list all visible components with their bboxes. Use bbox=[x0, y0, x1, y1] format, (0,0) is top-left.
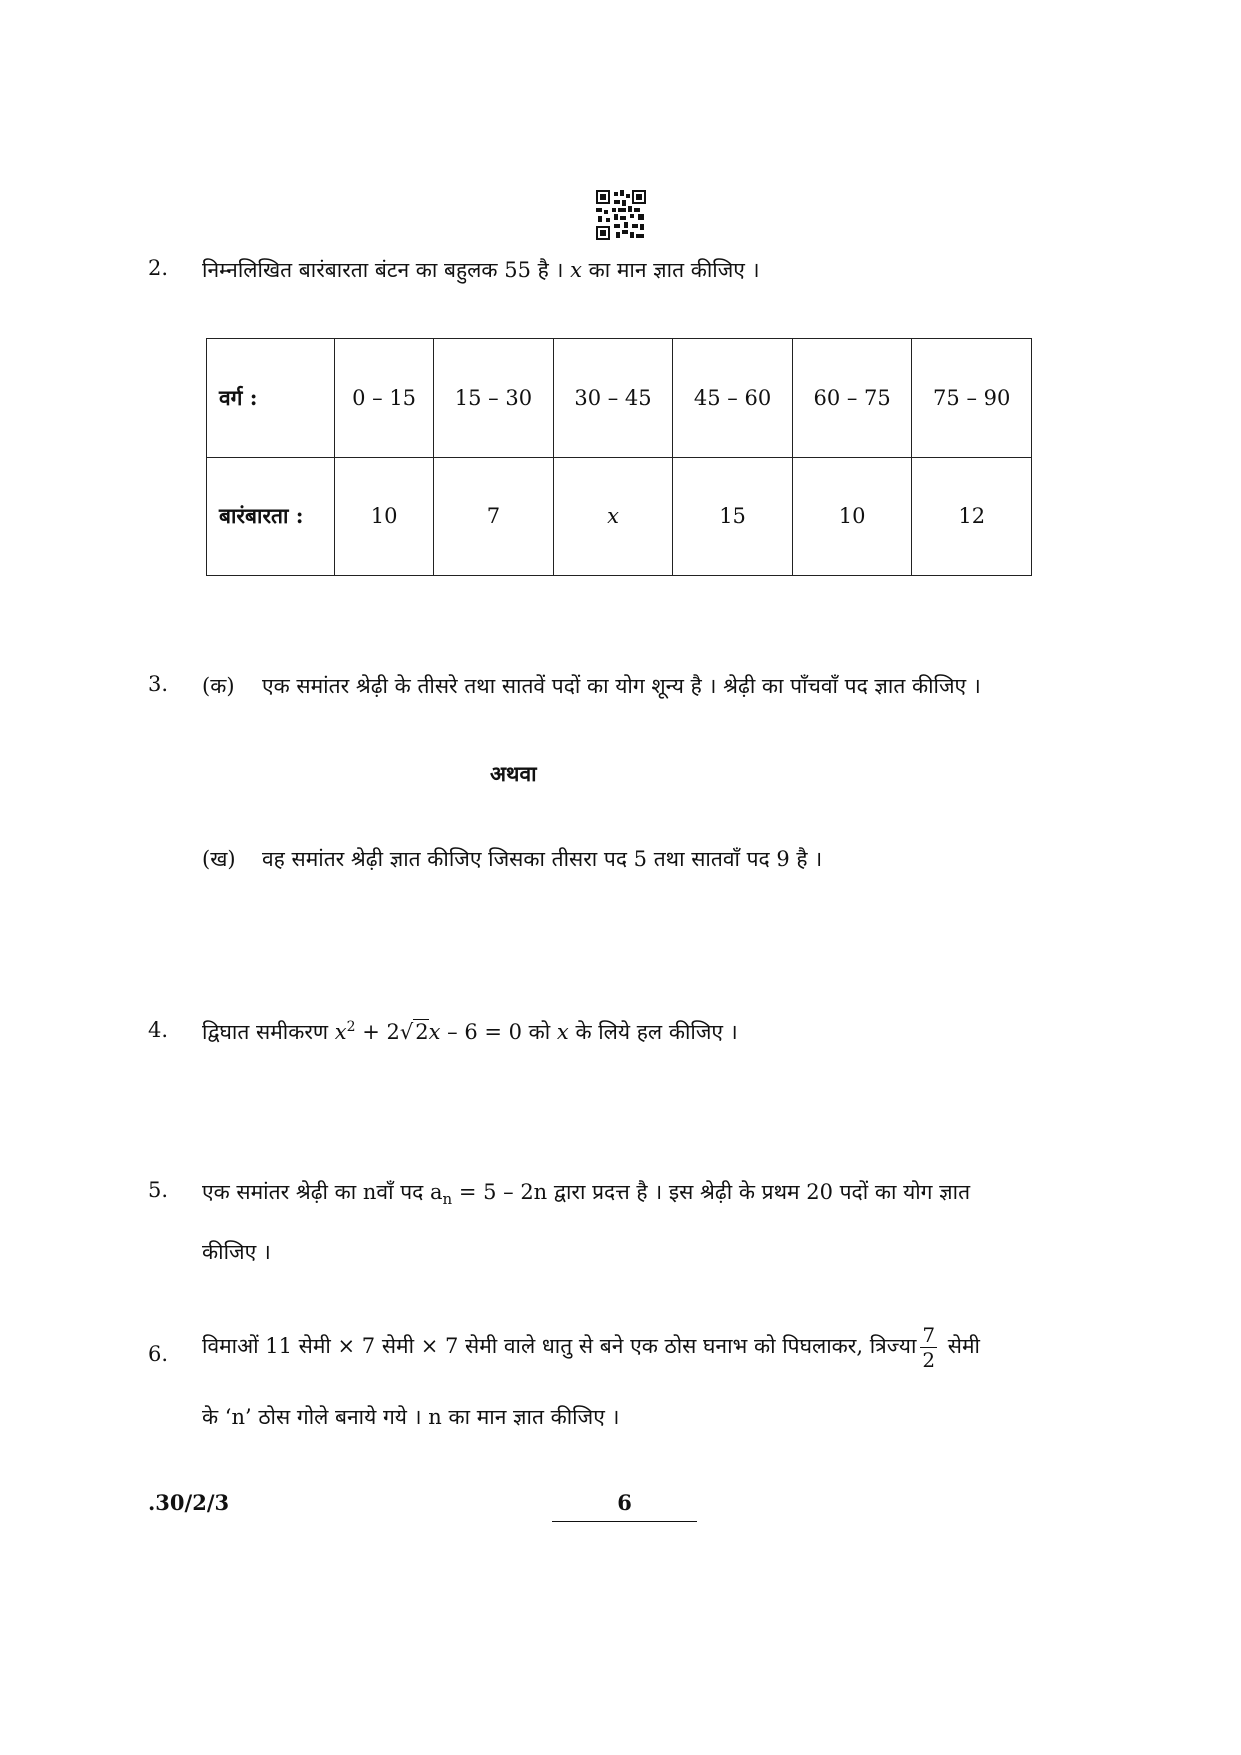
table-row-classes bbox=[207, 339, 1032, 458]
qr-code-icon bbox=[596, 190, 646, 240]
class-cell: 15 – 30 bbox=[434, 339, 554, 458]
equation-exponent: 2 bbox=[346, 1019, 356, 1035]
question-6-text-before: विमाओं 11 सेमी × 7 सेमी × 7 सेमी वाले धातु से बने एक ठोस घनाभ को पिघलाकर, त्रिज्या bbox=[202, 1334, 917, 1358]
fraction-numerator: 7 bbox=[922, 1323, 936, 1347]
variable-x: x bbox=[570, 258, 582, 282]
paper-code: .30/2/3 bbox=[148, 1490, 230, 1515]
row-label-frequency: बारंबारता : bbox=[207, 457, 335, 576]
question-3a-text: एक समांतर श्रेढ़ी के तीसरे तथा सातवें पदों का योग शून्य है । श्रेढ़ी का पाँचवाँ पद ज्ञात कीजिए । bbox=[262, 674, 981, 698]
question-number-2: 2. bbox=[148, 256, 169, 280]
question-6-text-after: सेमी bbox=[941, 1334, 980, 1358]
question-number-5: 5. bbox=[148, 1178, 169, 1202]
equation-middle: + 2 bbox=[355, 1020, 400, 1044]
class-cell: 0 – 15 bbox=[335, 339, 434, 458]
row-label-class: वर्ग : bbox=[207, 339, 335, 458]
question-5-text-line2: कीजिए । bbox=[202, 1240, 271, 1264]
question-4-text-mid: को bbox=[522, 1020, 557, 1044]
question-2-text-after: का मान ज्ञात कीजिए । bbox=[581, 258, 760, 282]
sqrt-radicand: 2 bbox=[415, 1020, 429, 1044]
page-number: 6 bbox=[552, 1490, 697, 1522]
question-2-text bbox=[202, 256, 760, 284]
sqrt-sign: √ bbox=[399, 1020, 414, 1044]
table-row-frequencies bbox=[207, 457, 1032, 576]
equation-end: – 6 = 0 bbox=[440, 1020, 522, 1044]
question-6-text-line2: के ‘n’ ठोस गोले बनाये गये । n का मान ज्ञात कीजिए । bbox=[202, 1405, 620, 1429]
question-6-text bbox=[202, 1325, 980, 1370]
frequency-cell: 10 bbox=[792, 457, 912, 576]
question-number-3: 3. bbox=[148, 672, 169, 696]
question-number-4: 4. bbox=[148, 1018, 169, 1042]
class-cell: 30 – 45 bbox=[553, 339, 673, 458]
frequency-cell-x: x bbox=[553, 457, 673, 576]
subscript-n: n bbox=[442, 1190, 453, 1209]
question-5-text-after: = 5 – 2n द्वारा प्रदत्त है । इस श्रेढ़ी के प्रथम 20 पदों का योग ज्ञात bbox=[452, 1180, 971, 1204]
fraction-denominator: 2 bbox=[922, 1348, 936, 1372]
frequency-distribution-table bbox=[206, 338, 1032, 576]
fraction-radius bbox=[920, 1325, 937, 1370]
variable-x: x bbox=[556, 1020, 569, 1044]
question-5-text bbox=[202, 1178, 970, 1208]
class-cell: 45 – 60 bbox=[673, 339, 793, 458]
question-number-6: 6. bbox=[148, 1342, 169, 1366]
or-label: अथवा bbox=[490, 761, 537, 786]
frequency-cell: 15 bbox=[673, 457, 793, 576]
equation-x: x bbox=[334, 1020, 347, 1044]
equation-x-term: x bbox=[428, 1020, 441, 1044]
question-2-text-before: निम्नलिखित बारंबारता बंटन का बहुलक 55 है । bbox=[202, 258, 571, 282]
frequency-cell: 7 bbox=[434, 457, 554, 576]
frequency-cell: 10 bbox=[335, 457, 434, 576]
question-4-text-before: द्विघात समीकरण bbox=[202, 1020, 335, 1044]
class-cell: 75 – 90 bbox=[912, 339, 1032, 458]
question-5-text-before: एक समांतर श्रेढ़ी का nवाँ पद a bbox=[202, 1180, 443, 1204]
question-4-text-after: के लिये हल कीजिए । bbox=[568, 1020, 738, 1044]
frequency-cell: 12 bbox=[912, 457, 1032, 576]
question-3b-text: वह समांतर श्रेढ़ी ज्ञात कीजिए जिसका तीसरा पद 5 तथा सातवाँ पद 9 है । bbox=[262, 847, 823, 871]
question-4-text bbox=[202, 1018, 738, 1046]
class-cell: 60 – 75 bbox=[792, 339, 912, 458]
question-3a-label: (क) bbox=[202, 674, 235, 698]
question-3b-label: (ख) bbox=[202, 847, 236, 871]
